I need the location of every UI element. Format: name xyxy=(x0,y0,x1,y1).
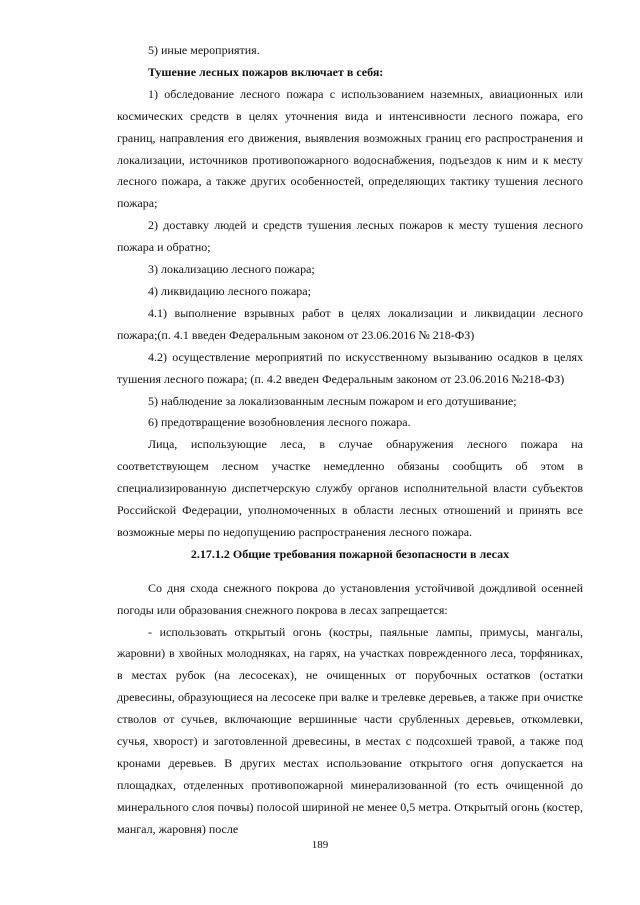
paragraph-item-4-2: 4.2) осуществление мероприятий по искусственному вызыванию осадков в целях тушения лесного пожара; (п. 4.2 введен Федеральным законом от 23.06.2016 №218-ФЗ) xyxy=(117,349,583,386)
paragraph-item-1: 1) обследование лесного пожара с использованием наземных, авиационных или космических средств в целях уточнения вида и интенсивности лесного пожара, его границ, направления его движения, выявления возможных границ его распространения и локализации, источников противопожарного водоснабжения, подъездов к ним и к месту лесного пожара, а также других особенностей, определяющих тактику тушения лесного пожара; xyxy=(117,86,583,211)
page-number: 189 xyxy=(311,839,329,851)
paragraph-item-3: 3) локализацию лесного пожара; xyxy=(148,262,315,277)
section-heading-general-requirements: 2.17.1.2 Общие требования пожарной безопасности в лесах xyxy=(190,546,510,561)
paragraph-item-5: 5) наблюдение за локализованным лесным пожаром и его дотушивание; xyxy=(148,393,517,408)
paragraph-prohibited-period: Со дня схода снежного покрова до установления устойчивой дождливой осенней погоды или образования снежного покрова в лесах запрещается: xyxy=(117,580,583,617)
section-heading-extinguishing: Тушение лесных пожаров включает в себя: xyxy=(148,64,384,79)
paragraph-item-2: 2) доставку людей и средств тушения лесных пожаров к месту тушения лесного пожара и обратно; xyxy=(117,218,583,255)
paragraph-item-4: 4) ликвидацию лесного пожара; xyxy=(148,283,311,298)
paragraph-persons-duty: Лица, использующие леса, в случае обнаружения лесного пожара на соответствующем лесном участке немедленно обязаны сообщить об этом в специализированную диспетчерскую службу органов исполнительной власти субъектов Российской Федерации, уполномоченных в области лесных отношений и принять все возможные меры по недопущению распространения лесного пожара. xyxy=(117,437,583,539)
paragraph-open-fire: - использовать открытый огонь (костры, паяльные лампы, примусы, мангалы, жаровни) в хвойных молодняках, на гарях, на участках поврежденного леса, торфяниках, в местах рубок (на лесосеках), не очищенных от порубочных остатков (остатки древесины, образующиеся на лесосеке при валке и трелевке деревьев, а также при очистке стволов от сучьев, включающие вершинные части срубленных деревьев, откомлевки, сучья, хворост) и заготовленной древесины, в местах с подсохшей травой, а также под кронами деревьев. В других местах использование открытого огня допускается на площадках, отделенных противопожарной минерализованной (то есть очищенной до минерального слоя почвы) полосой шириной не менее 0,5 метра. Открытый огонь (костер, мангал, жаровня) после xyxy=(117,624,583,836)
paragraph-other-measures: 5) иные мероприятия. xyxy=(148,43,260,57)
document-page xyxy=(117,40,583,841)
paragraph-item-6: 6) предотвращение возобновления лесного пожара. xyxy=(148,415,411,430)
paragraph-item-4-1: 4.1) выполнение взрывных работ в целях локализации и ликвидации лесного пожара;(п. 4.1 введен Федеральным законом от 23.06.2016 № 218-ФЗ) xyxy=(117,305,583,342)
